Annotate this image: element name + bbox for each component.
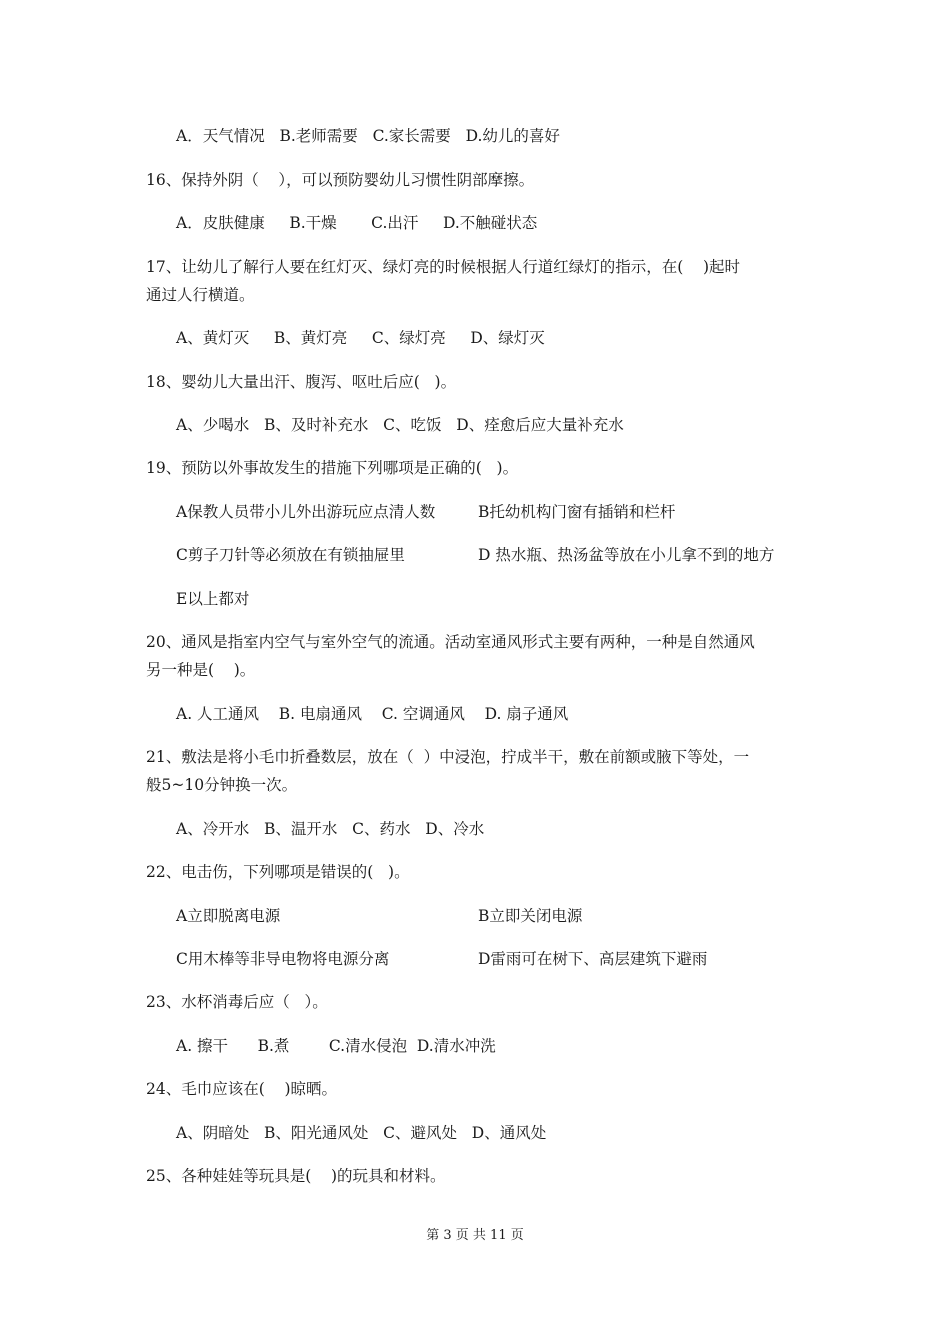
q23-options: A. 擦干 B.煮 C.清水侵泡 D.清水冲洗 bbox=[176, 1037, 496, 1055]
q21-options: A、冷开水 B、温开水 C、药水 D、冷水 bbox=[176, 820, 485, 838]
page-footer: 第 3 页 共 11 页 bbox=[426, 1228, 524, 1243]
q17-options: A、黄灯灭 B、黄灯亮 C、绿灯亮 D、绿灯灭 bbox=[176, 329, 545, 347]
q25-question: 25、各种娃娃等玩具是( )的玩具和材料。 bbox=[146, 1167, 446, 1185]
q19-question: 19、预防以外事故发生的措施下列哪项是正确的( )。 bbox=[146, 459, 519, 477]
q15-options: A．天气情况 B.老师需要 C.家长需要 D.幼儿的喜好 bbox=[176, 127, 560, 145]
q22-option-c: C用木棒等非导电物将电源分离 bbox=[176, 950, 390, 968]
q19-option-c: C剪子刀针等必须放在有锁抽屉里 bbox=[176, 546, 405, 564]
q20-question-line2: 另一种是( )。 bbox=[146, 661, 256, 679]
q23-question: 23、水杯消毒后应（ ）。 bbox=[146, 993, 328, 1011]
q16-options: A．皮肤健康 B.干燥 C.出汗 D.不触碰状态 bbox=[176, 214, 538, 232]
q17-question-line1: 17、让幼儿了解行人要在红灯灭、绿灯亮的时候根据人行道红绿灯的指示，在( )起时 bbox=[146, 258, 741, 276]
q24-options: A、阴暗处 B、阳光通风处 C、避风处 D、通风处 bbox=[176, 1124, 547, 1142]
q18-question: 18、婴幼儿大量出汗、腹泻、呕吐后应( )。 bbox=[146, 373, 457, 391]
q21-question-line2: 般5~10分钟换一次。 bbox=[146, 776, 298, 794]
q20-question-line1: 20、通风是指室内空气与室外空气的流通。活动室通风形式主要有两种，一种是自然通风 bbox=[146, 633, 755, 651]
q22-option-b: B立即关闭电源 bbox=[478, 907, 583, 925]
q19-option-b: B托幼机构门窗有插销和栏杆 bbox=[478, 503, 676, 521]
q21-question-line1: 21、敷法是将小毛巾折叠数层，放在（ ）中浸泡，拧成半干，敷在前额或腋下等处，一 bbox=[146, 748, 750, 766]
q19-option-a: A保教人员带小儿外出游玩应点清人数 bbox=[176, 503, 436, 521]
q24-question: 24、毛巾应该在( )晾晒。 bbox=[146, 1080, 338, 1098]
q17-question-line2: 通过人行横道。 bbox=[146, 286, 255, 304]
q16-question: 16、保持外阴（ ），可以预防婴幼儿习惯性阴部摩擦。 bbox=[146, 171, 535, 189]
q18-options: A、少喝水 B、及时补充水 C、吃饭 D、痊愈后应大量补充水 bbox=[176, 416, 624, 434]
q22-option-d: D雷雨可在树下、高层建筑下避雨 bbox=[478, 950, 708, 968]
q22-question: 22、电击伤，下列哪项是错误的( )。 bbox=[146, 863, 410, 881]
q19-option-d: D 热水瓶、热汤盆等放在小儿拿不到的地方 bbox=[478, 546, 775, 564]
q20-options: A. 人工通风 B. 电扇通风 C. 空调通风 D. 扇子通风 bbox=[176, 705, 569, 723]
q22-option-a: A立即脱离电源 bbox=[176, 907, 281, 925]
q19-option-e: E以上都对 bbox=[176, 590, 250, 608]
